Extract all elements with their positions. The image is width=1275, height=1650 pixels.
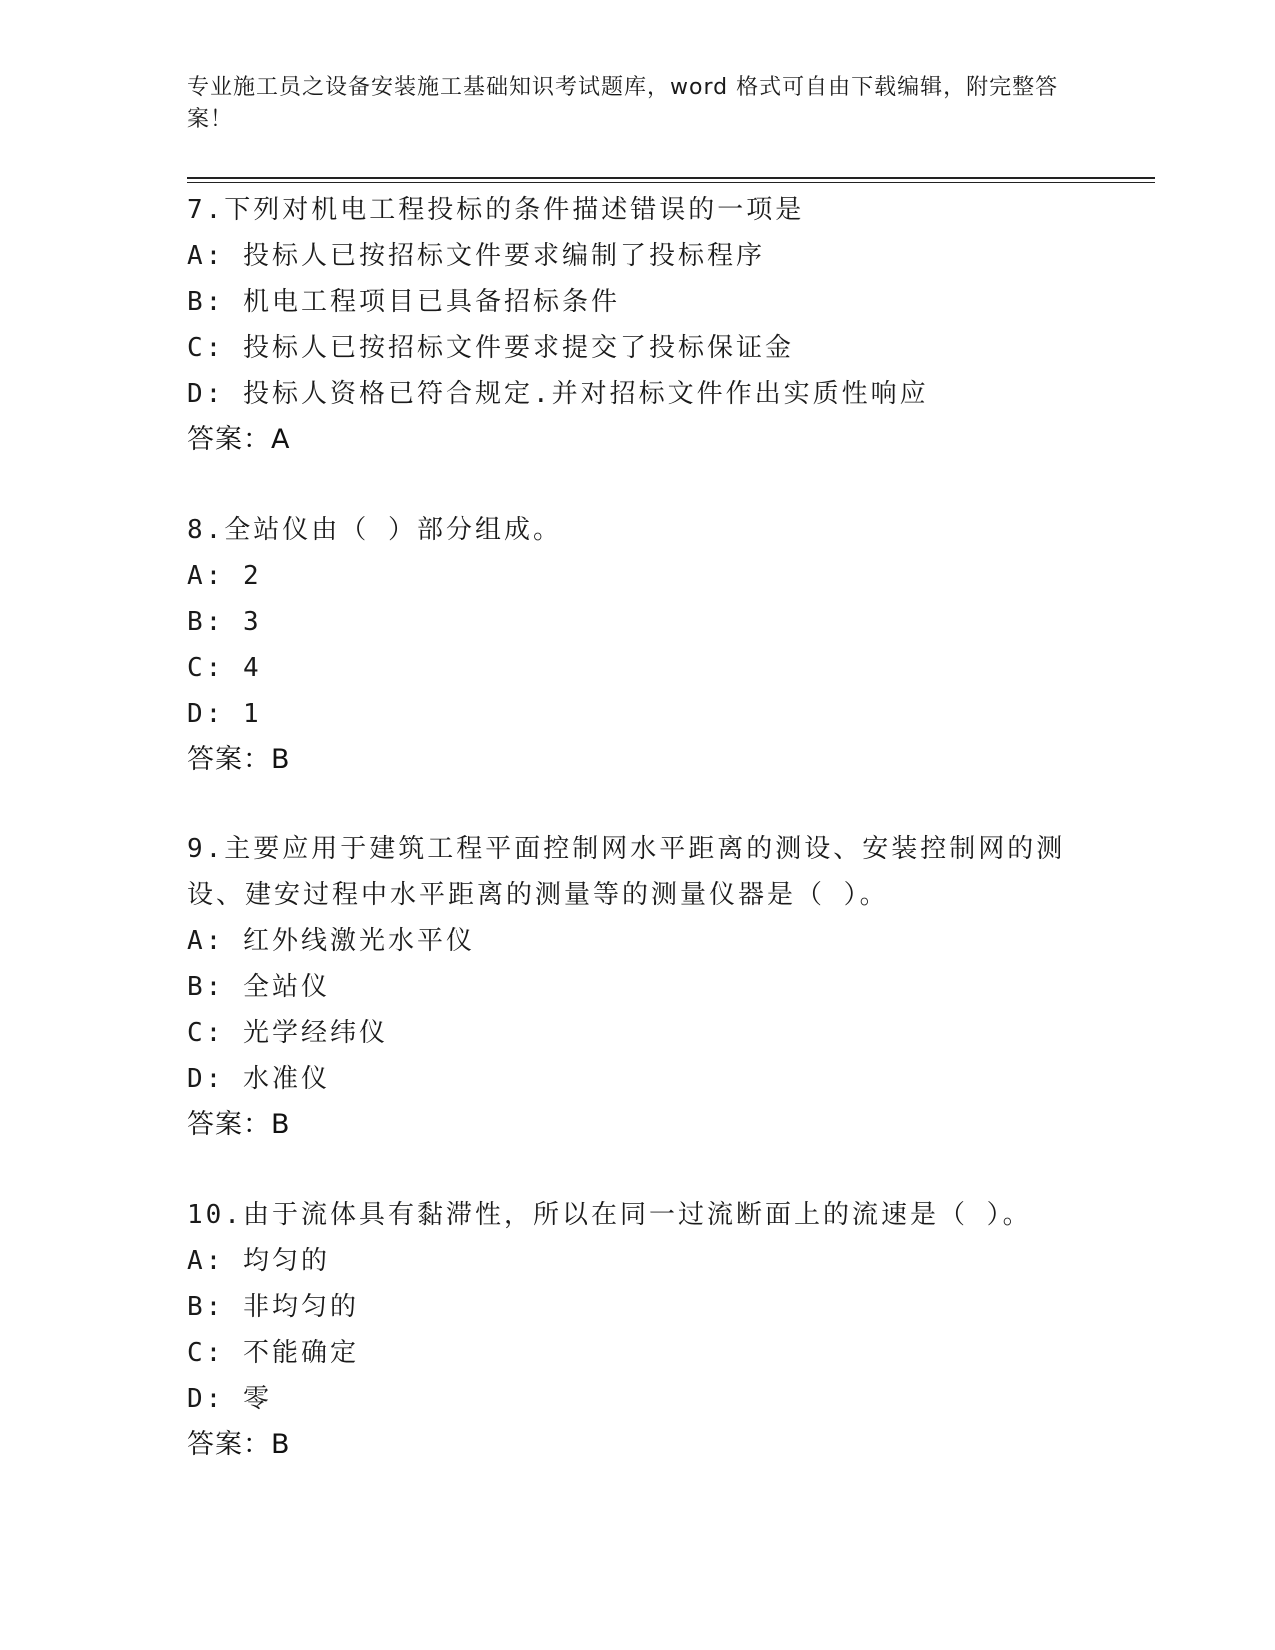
option-b: B: 非均匀的: [187, 1292, 359, 1322]
answer-line: 答案：B: [187, 744, 291, 775]
question-7: [187, 187, 1067, 463]
option-a: A: 投标人已按招标文件要求编制了投标程序: [187, 241, 765, 271]
question-stem: 10.由于流体具有黏滞性，所以在同一过流断面上的流速是（ ）。: [187, 1200, 1032, 1230]
question-stem: 7.下列对机电工程投标的条件描述错误的一项是: [187, 195, 805, 225]
option-a: A: 2: [187, 561, 262, 591]
question-9: [187, 826, 1067, 1148]
answer-line: 答案：B: [187, 1429, 291, 1460]
option-b: B: 全站仪: [187, 972, 330, 1002]
option-a: A: 红外线激光水平仪: [187, 926, 475, 956]
question-stem: 8.全站仪由（ ）部分组成。: [187, 515, 562, 545]
option-d: D: 水准仪: [187, 1064, 330, 1094]
option-b: B: 3: [187, 607, 262, 637]
answer-line: 答案：B: [187, 1109, 291, 1140]
answer-line: 答案：A: [187, 424, 291, 455]
option-d: D: 1: [187, 699, 262, 729]
option-c: C: 4: [187, 653, 262, 683]
question-stem: 9.主要应用于建筑工程平面控制网水平距离的测设、安装控制网的测设、建安过程中水平距离的测量等的测量仪器是（ ）。: [187, 834, 1066, 910]
option-d: D: 投标人资格已符合规定.并对招标文件作出实质性响应: [187, 379, 929, 409]
option-c: C: 投标人已按招标文件要求提交了投标保证金: [187, 333, 794, 363]
question-10: [187, 1192, 1067, 1468]
option-a: A: 均匀的: [187, 1246, 330, 1276]
option-c: C: 不能确定: [187, 1338, 359, 1368]
question-8: [187, 507, 1067, 783]
header-divider-thin: [187, 182, 1155, 183]
option-b: B: 机电工程项目已具备招标条件: [187, 287, 620, 317]
option-d: D: 零: [187, 1384, 272, 1414]
header-divider-thick: [187, 177, 1155, 179]
option-c: C: 光学经纬仪: [187, 1018, 388, 1048]
document-intro: 专业施工员之设备安装施工基础知识考试题库，word 格式可自由下载编辑，附完整答案！: [187, 75, 1059, 132]
